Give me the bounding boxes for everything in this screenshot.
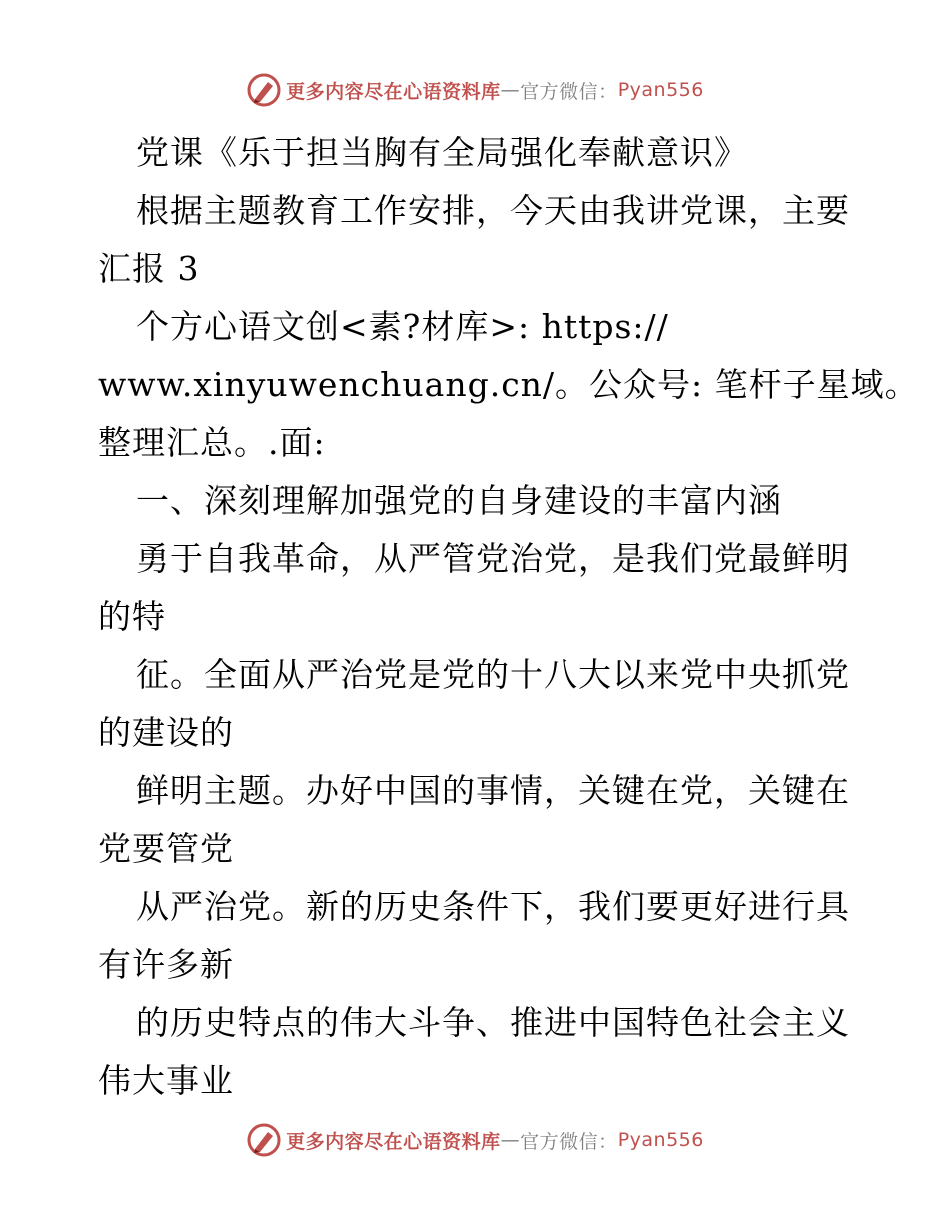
banner-main-text: 更多内容尽在心语资料库 xyxy=(286,80,501,103)
paragraph-line: 根据主题教育工作安排，今天由我讲党课，主要 xyxy=(136,191,850,230)
paragraph-line: 从严治党。新的历史条件下，我们要更好进行具 xyxy=(136,887,850,926)
paragraph-line: 的特 xyxy=(98,597,166,636)
banner-wechat-label: 官方微信： xyxy=(520,80,618,103)
paragraph-line: www.xinyuwenchuang.cn/。公众号: 笔杆子星域。 xyxy=(98,365,919,404)
paragraph-line: 勇于自我革命，从严管党治党，是我们党最鲜明 xyxy=(136,539,850,578)
banner-wechat-label: 官方微信： xyxy=(520,1130,618,1153)
banner-dash: — xyxy=(500,1129,521,1151)
paragraph-line: 整理汇总。.面: xyxy=(98,423,326,462)
pen-logo-icon xyxy=(246,72,282,108)
pen-logo-icon xyxy=(246,1122,282,1158)
paragraph-line: 的历史特点的伟大斗争、推进中国特色社会主义 xyxy=(136,1003,850,1042)
paragraph-line: 的建设的 xyxy=(98,713,234,752)
banner-main-text: 更多内容尽在心语资料库 xyxy=(286,1130,501,1153)
section-heading: 一、深刻理解加强党的自身建设的丰富内涵 xyxy=(136,481,782,520)
banner-wechat-id: Pyan556 xyxy=(617,79,704,101)
paragraph-line: 党要管党 xyxy=(98,829,234,868)
paragraph-line: 个方心语文创<素?材库>: https:// xyxy=(136,307,669,346)
document-title: 党课《乐于担当胸有全局强化奉献意识》 xyxy=(136,133,748,172)
paragraph-line: 伟大事业 xyxy=(98,1061,234,1100)
banner-dash: — xyxy=(500,79,521,101)
paragraph-line: 征。全面从严治党是党的十八大以来党中央抓党 xyxy=(136,655,850,694)
paragraph-line: 有许多新 xyxy=(98,945,234,984)
paragraph-line: 汇报 3 xyxy=(98,249,200,288)
banner-wechat-id: Pyan556 xyxy=(617,1129,704,1151)
header-banner xyxy=(0,70,950,110)
document-body xyxy=(98,124,919,1110)
footer-banner xyxy=(0,1120,950,1160)
paragraph-line: 鲜明主题。办好中国的事情，关键在党，关键在 xyxy=(136,771,850,810)
